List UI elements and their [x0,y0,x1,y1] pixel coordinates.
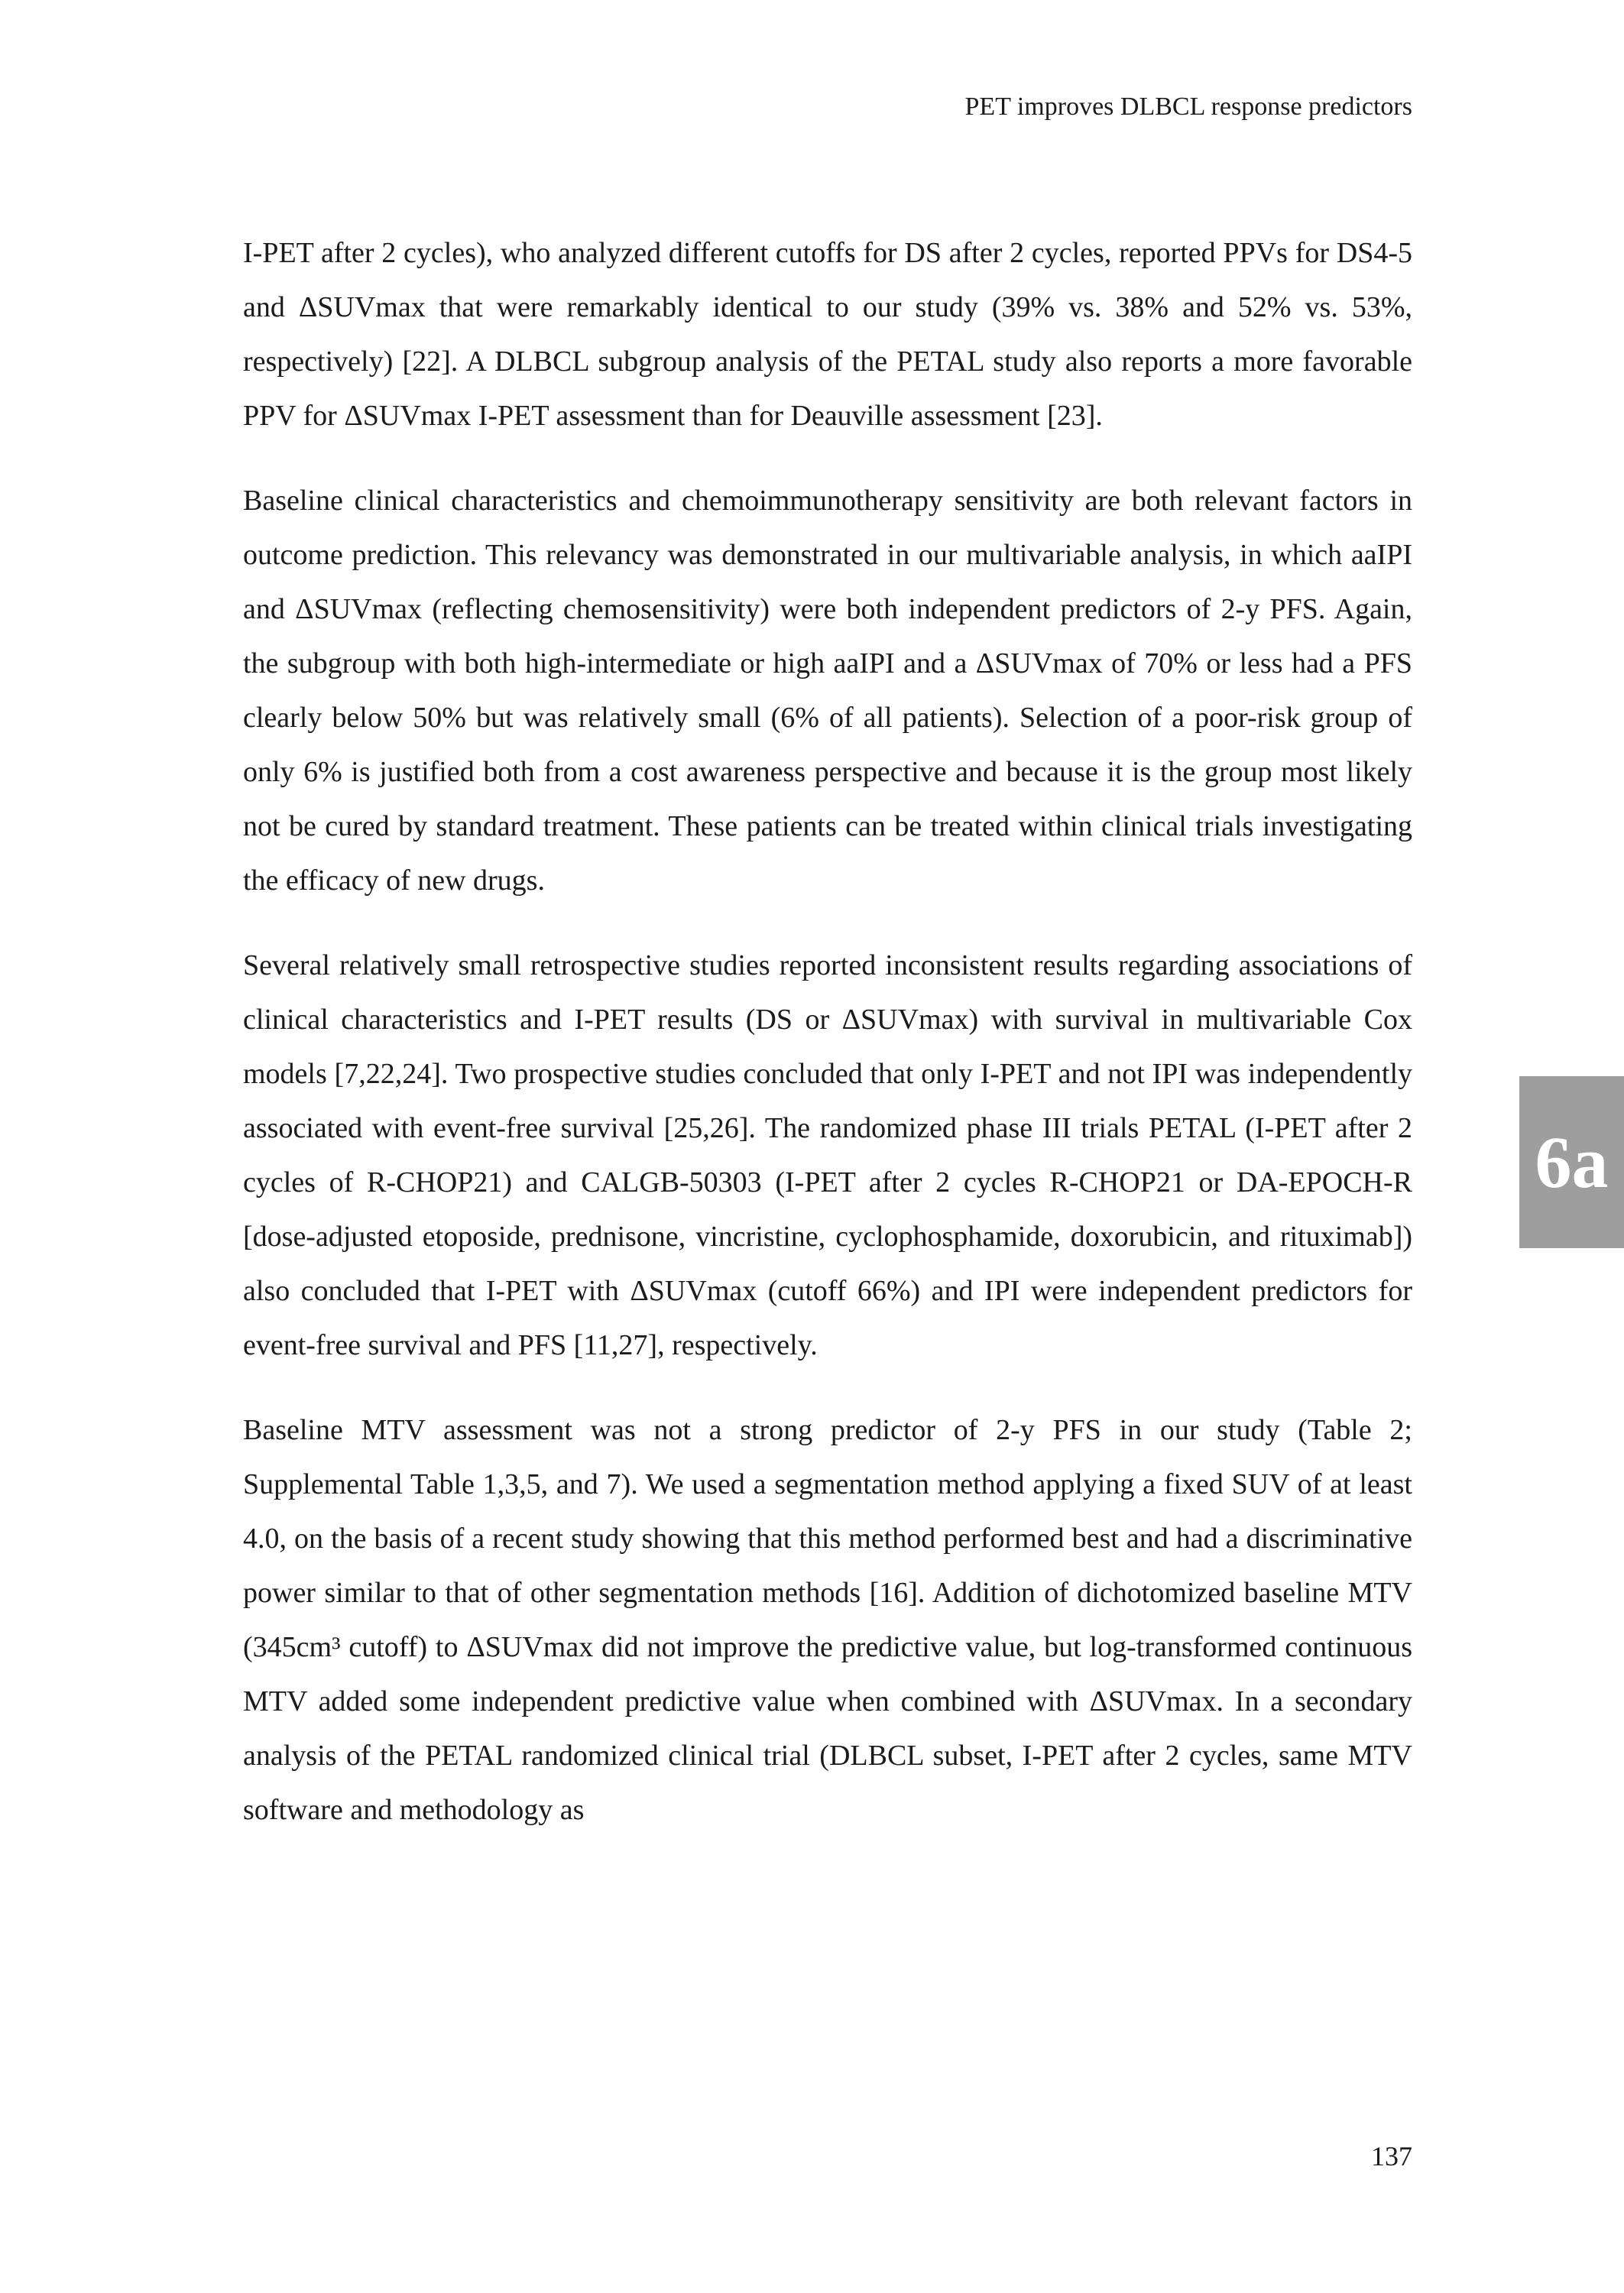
paragraph-4: Baseline MTV assessment was not a strong predictor of 2-y PFS in our study (Table 2; Supplemental Table 1,3,5, and 7). We used a segmentation method applying a fixed SUV of at least 4.0, on the basis of a recent study showing that this method performed best and had a discriminative power similar to that of other segmentation methods [16]. Addition of dichotomized baseline MTV (345cm³ cutoff) to ΔSUVmax did not improve the predictive value, but log-transformed continuous MTV added some independent predictive value when combined with ΔSUVmax. In a secondary analysis of the PETAL randomized clinical trial (DLBCL subset, I-PET after 2 cycles, same MTV software and methodology as [243,1414,1412,1826]
page-number: 137 [1371,2141,1412,2171]
running-header: PET improves DLBCL response predictors [964,92,1412,121]
paragraph-3: Several relatively small retrospective studies reported inconsistent results regarding associations of clinical characteristics and I-PET results (DS or ΔSUVmax) with survival in multivariable Cox models [7,22,24]. Two prospective studies concluded that only I-PET and not IPI was independently associated with event-free survival [25,26]. The randomized phase III trials PETAL (I-PET after 2 cycles of R-CHOP21) and CALGB-50303 (I-PET after 2 cycles R-CHOP21 or DA-EPOCH-R [dose-adjusted etoposide, prednisone, vincristine, cyclophosphamide, doxorubicin, and rituximab]) also concluded that I-PET with ΔSUVmax (cutoff 66%) and IPI were independent predictors for event-free survival and PFS [11,27], respectively. [243,949,1412,1361]
chapter-tab: 6a [1519,1076,1624,1248]
paragraph-1: I-PET after 2 cycles), who analyzed different cutoffs for DS after 2 cycles, reported PPVs for DS4-5 and ΔSUVmax that were remarkably identical to our study (39% vs. 38% and 52% vs. 53%, respectively) [22]. A DLBCL subgroup analysis of the PETAL study also reports a more favorable PPV for ΔSUVmax I-PET assessment than for Deauville assessment [23]. [243,237,1412,432]
paragraph-2: Baseline clinical characteristics and chemoimmunotherapy sensitivity are both relevant factors in outcome prediction. This relevancy was demonstrated in our multivariable analysis, in which aaIPI and ΔSUVmax (reflecting chemosensitivity) were both independent predictors of 2-y PFS. Again, the subgroup with both high-intermediate or high aaIPI and a ΔSUVmax of 70% or less had a PFS clearly below 50% but was relatively small (6% of all patients). Selection of a poor-risk group of only 6% is justified both from a cost awareness perspective and because it is the group most likely not be cured by standard treatment. These patients can be treated within clinical trials investigating the efficacy of new drugs. [243,485,1412,897]
body-text [243,226,1412,1837]
